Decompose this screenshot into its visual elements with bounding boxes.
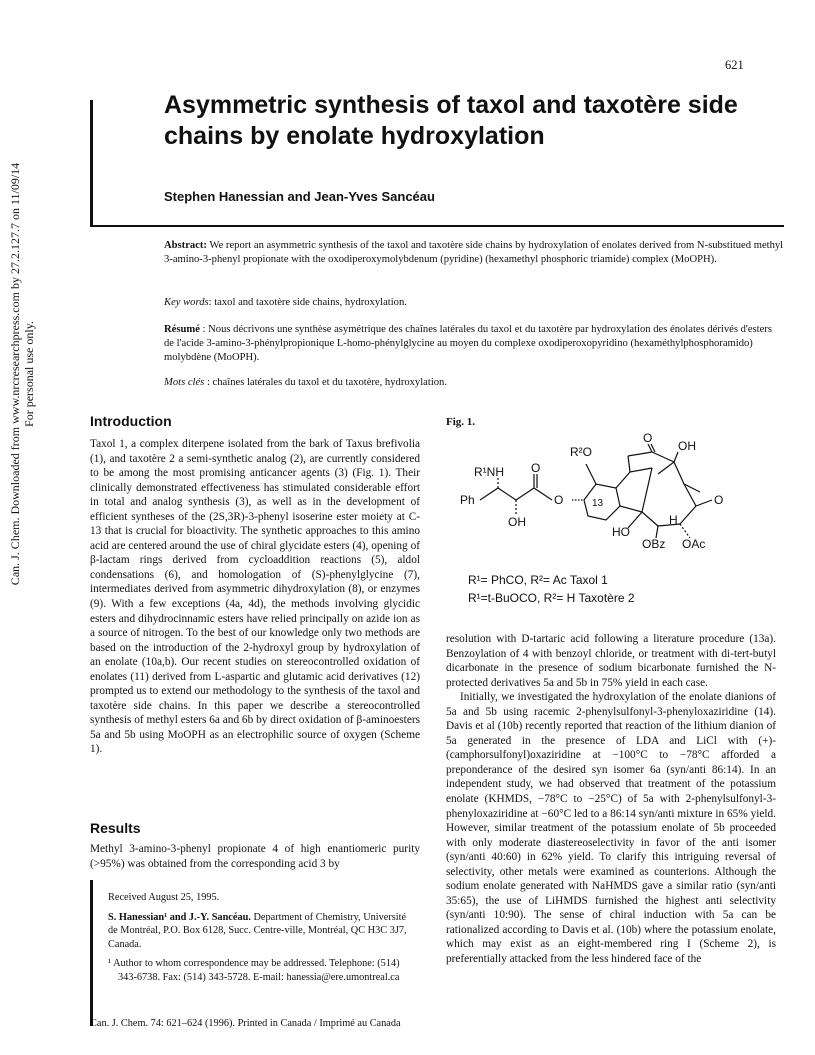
legend-taxotere: R¹=t-BuOCO, R²= H Taxotère 2 — [468, 591, 635, 605]
atom-r1nh: R¹NH — [474, 465, 504, 479]
title-rule — [90, 225, 784, 227]
figure-1-structure — [446, 428, 776, 628]
results-paragraph-hydroxylation: Initially, we investigated the hydroxylation of the enolate dianions of 5a and 5b using racemic 2-phenylsulfonyl-3-phenyloxaziridine (14). Davis et al (10b) recently reported that reaction of the lithium dianion of 5a generated in the presence of LDA and LiCl with (+)-(camphorsulfonyl)oxaziridine at −100°C to −78°C afforded a preponderance of the desired syn isomer 6a (syn/anti 86:14). In an independent study, we had observed that treatment of the potassium enolate (KHMDS, −78°C to −25°C) of 5a with 2-phenylsulfonyl-3-phenyloxaziridine at −60°C led to a 86:14 syn/anti mixture in 65% yield. However, similar treatment of the potassium enolate of 5b proceeded with only moderate diastereoselectivity in favor of the anti isomer (syn/anti 40:60) in 62% yield. To clarify this intriguing reversal of selectivity, other metals were examined as counterions. Although the sodium enolate generated with NaHMDS gave a similar ratio (syn/anti 35:65), the use of LiHMDS furnished the highest anti selectivity (syn/anti 10:90). The sense of chiral induction with 5a can be rationalized according to Davis et al. (10b) where the potassium enolate, which may exist as an eight-membered ring I (Scheme 2), is preferentially attacked from the less hindered face of the — [446, 691, 776, 966]
atom-oac: OAc — [682, 537, 706, 551]
mots-cles-label: Mots clés — [164, 377, 205, 388]
introduction-paragraph: Taxol 1, a complex diterpene isolated from the bark of Taxus brefivolia (1), and taxotère 2 a semi-synthetic analog (2), are currently considered to be among the most promising anticancer agents (3) (Fig. 1). Their clinically demonstrated effectiveness has stimulated considerable effort in total and analog synthesis (3), as well as in the development of efficient syntheses of the (2S,3R)-3-phenyl isoserine ester moiety at C-13 that is crucial for bioactivity. The synthetic approaches to this amino acid are centered around the use of chiral glycidate esters (4), opening of β-lactam rings derived from cycloaddition reactions (5), aldol condensations (6), and homologation of (S)-phenylglycine (7), intermediates derived from asymmetric dihydroxylation (8), or enzymes (9). With a few exceptions (4a, 4d), the methods involving glycidic esters and dihydrocinnamic esters have relied principally on azide ion as a source of nitrogen. To the best of our knowledge only two methods are based on the introduction of the 2-hydroxyl group by hydroxylation of an enolate (10a,b). Our recent studies on stereocontrolled oxidation of enolates (11) derived from L-aspartic and glutamic acid derivatives (12) prompted us to extend our methodology to the synthesis of the taxol and taxotère side chains. In this paper we describe a stereocontrolled synthesis of methyl esters 6a and 6b by direct oxidation of β-aminoesters 5a and 5b using MoOPH as an electrophilic source of oxygen (Scheme 1). — [90, 438, 420, 756]
atom-obz: OBz — [642, 537, 666, 551]
footnote-rule — [90, 880, 93, 1026]
abstract-text: We report an asymmetric synthesis of the taxol and taxotère side chains by hydroxylation of enolates derived from N-substitued methyl 3-amino-3-phenyl propionate with the oxodiperoxymolybdenum (pyridine) (hexamethyl phosphoric triamide) complex (MoOPH). — [164, 240, 784, 265]
keywords — [164, 296, 784, 310]
affiliation — [108, 911, 413, 952]
download-notice — [8, 114, 36, 634]
mots-cles-text: : chaînes latérales du taxol et du taxotère, hydroxylation. — [204, 377, 448, 388]
atom-r2o: R²O — [570, 445, 592, 459]
page-number: 621 — [725, 58, 744, 72]
affiliation-text: Department of Chemistry, Université de Montréal, P.O. Box 6128, Succ. Centre-ville, Montréal, QC H3C 3J7, Canada. — [108, 911, 407, 950]
title-side-rule — [90, 100, 93, 226]
results-paragraph: Methyl 3-amino-3-phenyl propionate 4 of high enantiomeric purity (>95%) was obtained from the corresponding acid 3 by — [90, 843, 420, 870]
atom-o-top: O — [643, 431, 653, 445]
download-notice-line2: For personal use only. — [22, 321, 36, 427]
footnote-content — [108, 891, 413, 990]
resume — [164, 323, 784, 365]
atom-c13: 13 — [592, 498, 604, 509]
figure-label: Fig. 1. — [446, 416, 476, 428]
atom-ph: Ph — [460, 493, 475, 507]
footer-citation: Can. J. Chem. 74: 621–624 (1996). Printed in Canada / Imprimé au Canada — [90, 1018, 401, 1029]
keywords-label: Key words — [164, 297, 209, 308]
resume-text: : Nous décrivons une synthèse asymétrique des chaînes latérales du taxol et du taxotère par hydroxylation des énolates dérivés d'esters de l'acide 3-amino-3-phénylpropionique L-homo-phénylglycine au moyen du complexe oxodiperoxopyridino (hexaméthylphosphoramido) molybdène (MoOPH). — [164, 324, 772, 363]
keywords-text: : taxol and taxotère side chains, hydroxylation. — [208, 297, 407, 308]
results-body — [90, 842, 420, 871]
atom-ho: HO — [612, 525, 630, 539]
footnote-authors: S. Hanessian¹ and J.-Y. Sancéau. — [108, 911, 251, 923]
atom-o-ester: O — [554, 493, 564, 507]
download-notice-line1: Can. J. Chem. Downloaded from www.nrcresearchpress.com by 27.2.127.7 on 11/09/14 — [8, 162, 22, 586]
footnote-box — [90, 880, 422, 1026]
mots-cles — [164, 376, 784, 390]
atom-oh-top: OH — [678, 439, 696, 453]
received-date: Received August 25, 1995. — [108, 892, 220, 903]
legend-taxol: R¹= PhCO, R²= Ac Taxol 1 — [468, 573, 608, 587]
atom-o-carbonyl: O — [531, 461, 541, 475]
correspondence-note: ¹ Author to whom correspondence may be addressed. Telephone: (514) 343-6738. Fax: (514) 343-5728. E-mail: hanessia@ere.umontreal.ca — [108, 958, 400, 983]
article-title: Asymmetric synthesis of taxol and taxotère side chains by enolate hydroxylation — [164, 91, 738, 150]
atom-h-mid: H — [669, 513, 678, 527]
results-heading: Results — [90, 820, 141, 836]
atom-oh-side: OH — [508, 515, 526, 529]
atom-o-ring: O — [714, 493, 724, 507]
results-paragraph-resolution: resolution with D-tartaric acid following a literature procedure (13a). Benzoylation of 4 with benzoyl chloride, or treatment with di-tert-butyl dicarbonate in the presence of sodium bicarbonate furnished the N-protected derivatives 5a and 5b in 75% yield in each case. — [446, 633, 776, 689]
results-continued — [446, 632, 776, 967]
introduction-body — [90, 437, 420, 757]
resume-label: Résumé — [164, 324, 200, 335]
abstract-label: Abstract: — [164, 240, 207, 251]
abstract — [164, 239, 784, 267]
author-line: Stephen Hanessian and Jean-Yves Sancéau — [164, 189, 435, 204]
introduction-heading: Introduction — [90, 413, 172, 429]
